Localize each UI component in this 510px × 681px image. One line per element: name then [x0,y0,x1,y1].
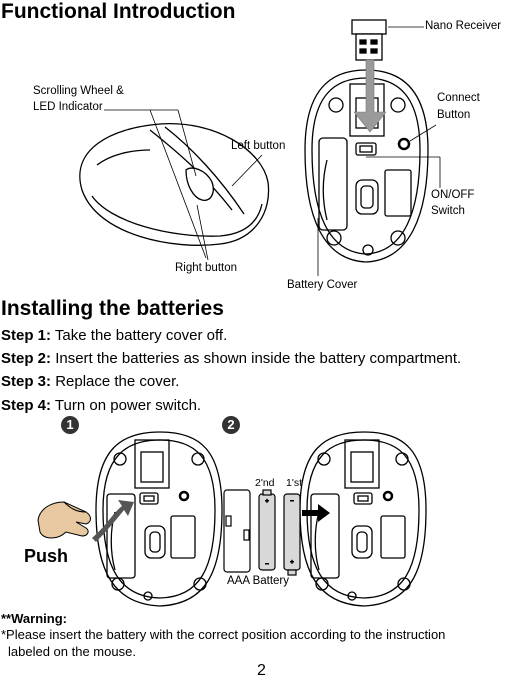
label-scrolling-wheel-line1: Scrolling Wheel & [33,85,124,97]
battery-1st-label: 1'st [286,477,303,489]
warning-title: **Warning: [1,611,67,626]
label-scrolling-wheel-line2: LED Indicator [33,101,103,113]
label-battery-cover: Battery Cover [287,279,358,291]
label-nano-receiver: Nano Receiver [425,20,502,32]
step-4-text: Turn on power switch. [54,397,202,414]
aaa-battery-caption: AAA Battery [227,575,290,587]
section-title-installing-batteries: Installing the batteries [1,297,224,320]
step-3-text: Replace the cover. [55,373,180,390]
push-label: Push [24,546,69,566]
section-title-functional-introduction: Functional Introduction [1,0,236,23]
warning-line2: labeled on the mouse. [8,644,136,659]
step-badge-2: 2 [227,417,235,432]
step-1-label: Step 1: [1,327,52,344]
label-onoff-line1: ON/OFF [431,189,475,201]
step-badge-1: 1 [66,417,74,432]
label-onoff-line2: Switch [431,205,465,217]
page-number: 2 [257,662,266,679]
step-3-label: Step 3: [1,373,52,390]
label-left-button: Left button [231,140,286,152]
label-connect-button-line2: Button [437,109,471,121]
step-2-label: Step 2: [1,350,52,367]
step-1-text: Take the battery cover off. [54,327,228,344]
warning-line1: *Please insert the battery with the correct position according to the instruction [1,627,446,642]
battery-2nd-label: 2'nd [255,477,275,489]
step-2-text: Insert the batteries as shown inside the battery compartment. [55,350,462,367]
step-4-label: Step 4: [1,397,52,414]
label-right-button: Right button [175,262,238,274]
label-connect-button-line1: Connect [437,92,480,104]
